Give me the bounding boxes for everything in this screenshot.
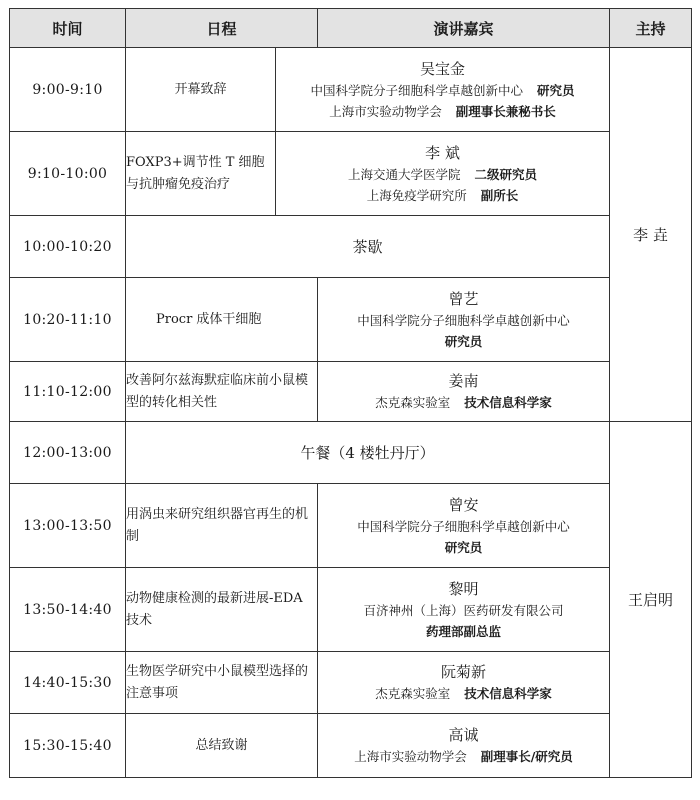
session-time: 12:00-13:00 [10,422,126,484]
speaker-affiliation: 上海免疫学研究所 副所长 [366,187,519,203]
header-host: 主持 [610,9,692,48]
host-afternoon: 王启明 [610,422,692,778]
speaker-affiliation: 中国科学院分子细胞科学卓越创新中心 [357,312,570,328]
speaker-affiliation: 杰克森实验室 技术信息科学家 [375,395,552,410]
speaker-title: 药理部副总监 [426,623,502,639]
speaker-affiliation: 中国科学院分子细胞科学卓越创新中心 研究员 [310,82,575,98]
session-time: 14:40-15:30 [10,652,126,714]
host-morning: 李 垚 [610,48,692,422]
session-time: 10:00-10:20 [10,216,126,278]
speaker-name: 阮菊新 [441,663,487,681]
session-topic: 开幕致辞 [126,48,276,132]
speaker-name: 李 斌 [425,143,460,162]
speaker-cell [318,652,610,714]
session-time: 9:10-10:00 [10,132,126,216]
table-row [10,422,692,484]
session-time: 13:50-14:40 [10,568,126,652]
speaker-title: 研究员 [444,539,483,555]
speaker-name: 吴宝金 [420,59,466,78]
speaker-cell [318,278,610,362]
table-row [10,216,692,278]
session-time: 15:30-15:40 [10,714,126,778]
speaker-affiliation: 上海市实验动物学会 副理事长兼秘书长 [329,103,556,119]
session-time: 11:10-12:00 [10,362,126,422]
session-topic: 动物健康检测的最新进展-EDA 技术 [126,568,318,652]
session-time: 9:00-9:10 [10,48,126,132]
speaker-name: 曾安 [448,495,479,514]
header-speaker: 演讲嘉宾 [318,9,610,48]
lunch-label: 午餐（4 楼牡丹厅） [126,422,610,484]
table-row [10,568,692,652]
table-row [10,652,692,714]
session-topic: 用涡虫来研究组织器官再生的机制 [126,484,318,568]
speaker-affiliation: 上海市实验动物学会 副理事长/研究员 [354,749,573,764]
session-topic: FOXP3+调节性 T 细胞与抗肿瘤免疫治疗 [126,132,276,216]
session-topic: 生物医学研究中小鼠模型选择的注意事项 [126,652,318,714]
header-time: 时间 [10,9,126,48]
speaker-cell [318,362,610,422]
speaker-cell [318,714,610,778]
speaker-affiliation: 百济神州（上海）医药研发有限公司 [363,602,564,618]
session-topic: 总结致谢 [126,714,318,778]
table-row [10,48,692,132]
speaker-affiliation: 杰克森实验室 技术信息科学家 [375,686,552,701]
speaker-cell [276,48,610,132]
speaker-name: 姜南 [448,372,479,390]
speaker-affiliation: 中国科学院分子细胞科学卓越创新中心 [357,518,570,534]
schedule-table [9,8,692,778]
table-row [10,714,692,778]
session-time: 10:20-11:10 [10,278,126,362]
session-topic: 改善阿尔兹海默症临床前小鼠模型的转化相关性 [126,362,318,422]
speaker-name: 曾艺 [448,289,479,308]
speaker-name: 黎明 [448,579,479,598]
speaker-name: 高诚 [448,726,479,744]
header-row [10,9,692,48]
table-row [10,484,692,568]
speaker-title: 研究员 [444,333,483,349]
session-time: 13:00-13:50 [10,484,126,568]
speaker-affiliation: 上海交通大学医学院 二级研究员 [347,166,538,182]
table-row [10,132,692,216]
table-row [10,278,692,362]
header-agenda: 日程 [126,9,318,48]
session-topic: Procr 成体干细胞 [126,278,318,362]
table-row [10,362,692,422]
speaker-cell [318,484,610,568]
speaker-cell [276,132,610,216]
break-label: 茶歇 [126,216,610,278]
speaker-cell [318,568,610,652]
